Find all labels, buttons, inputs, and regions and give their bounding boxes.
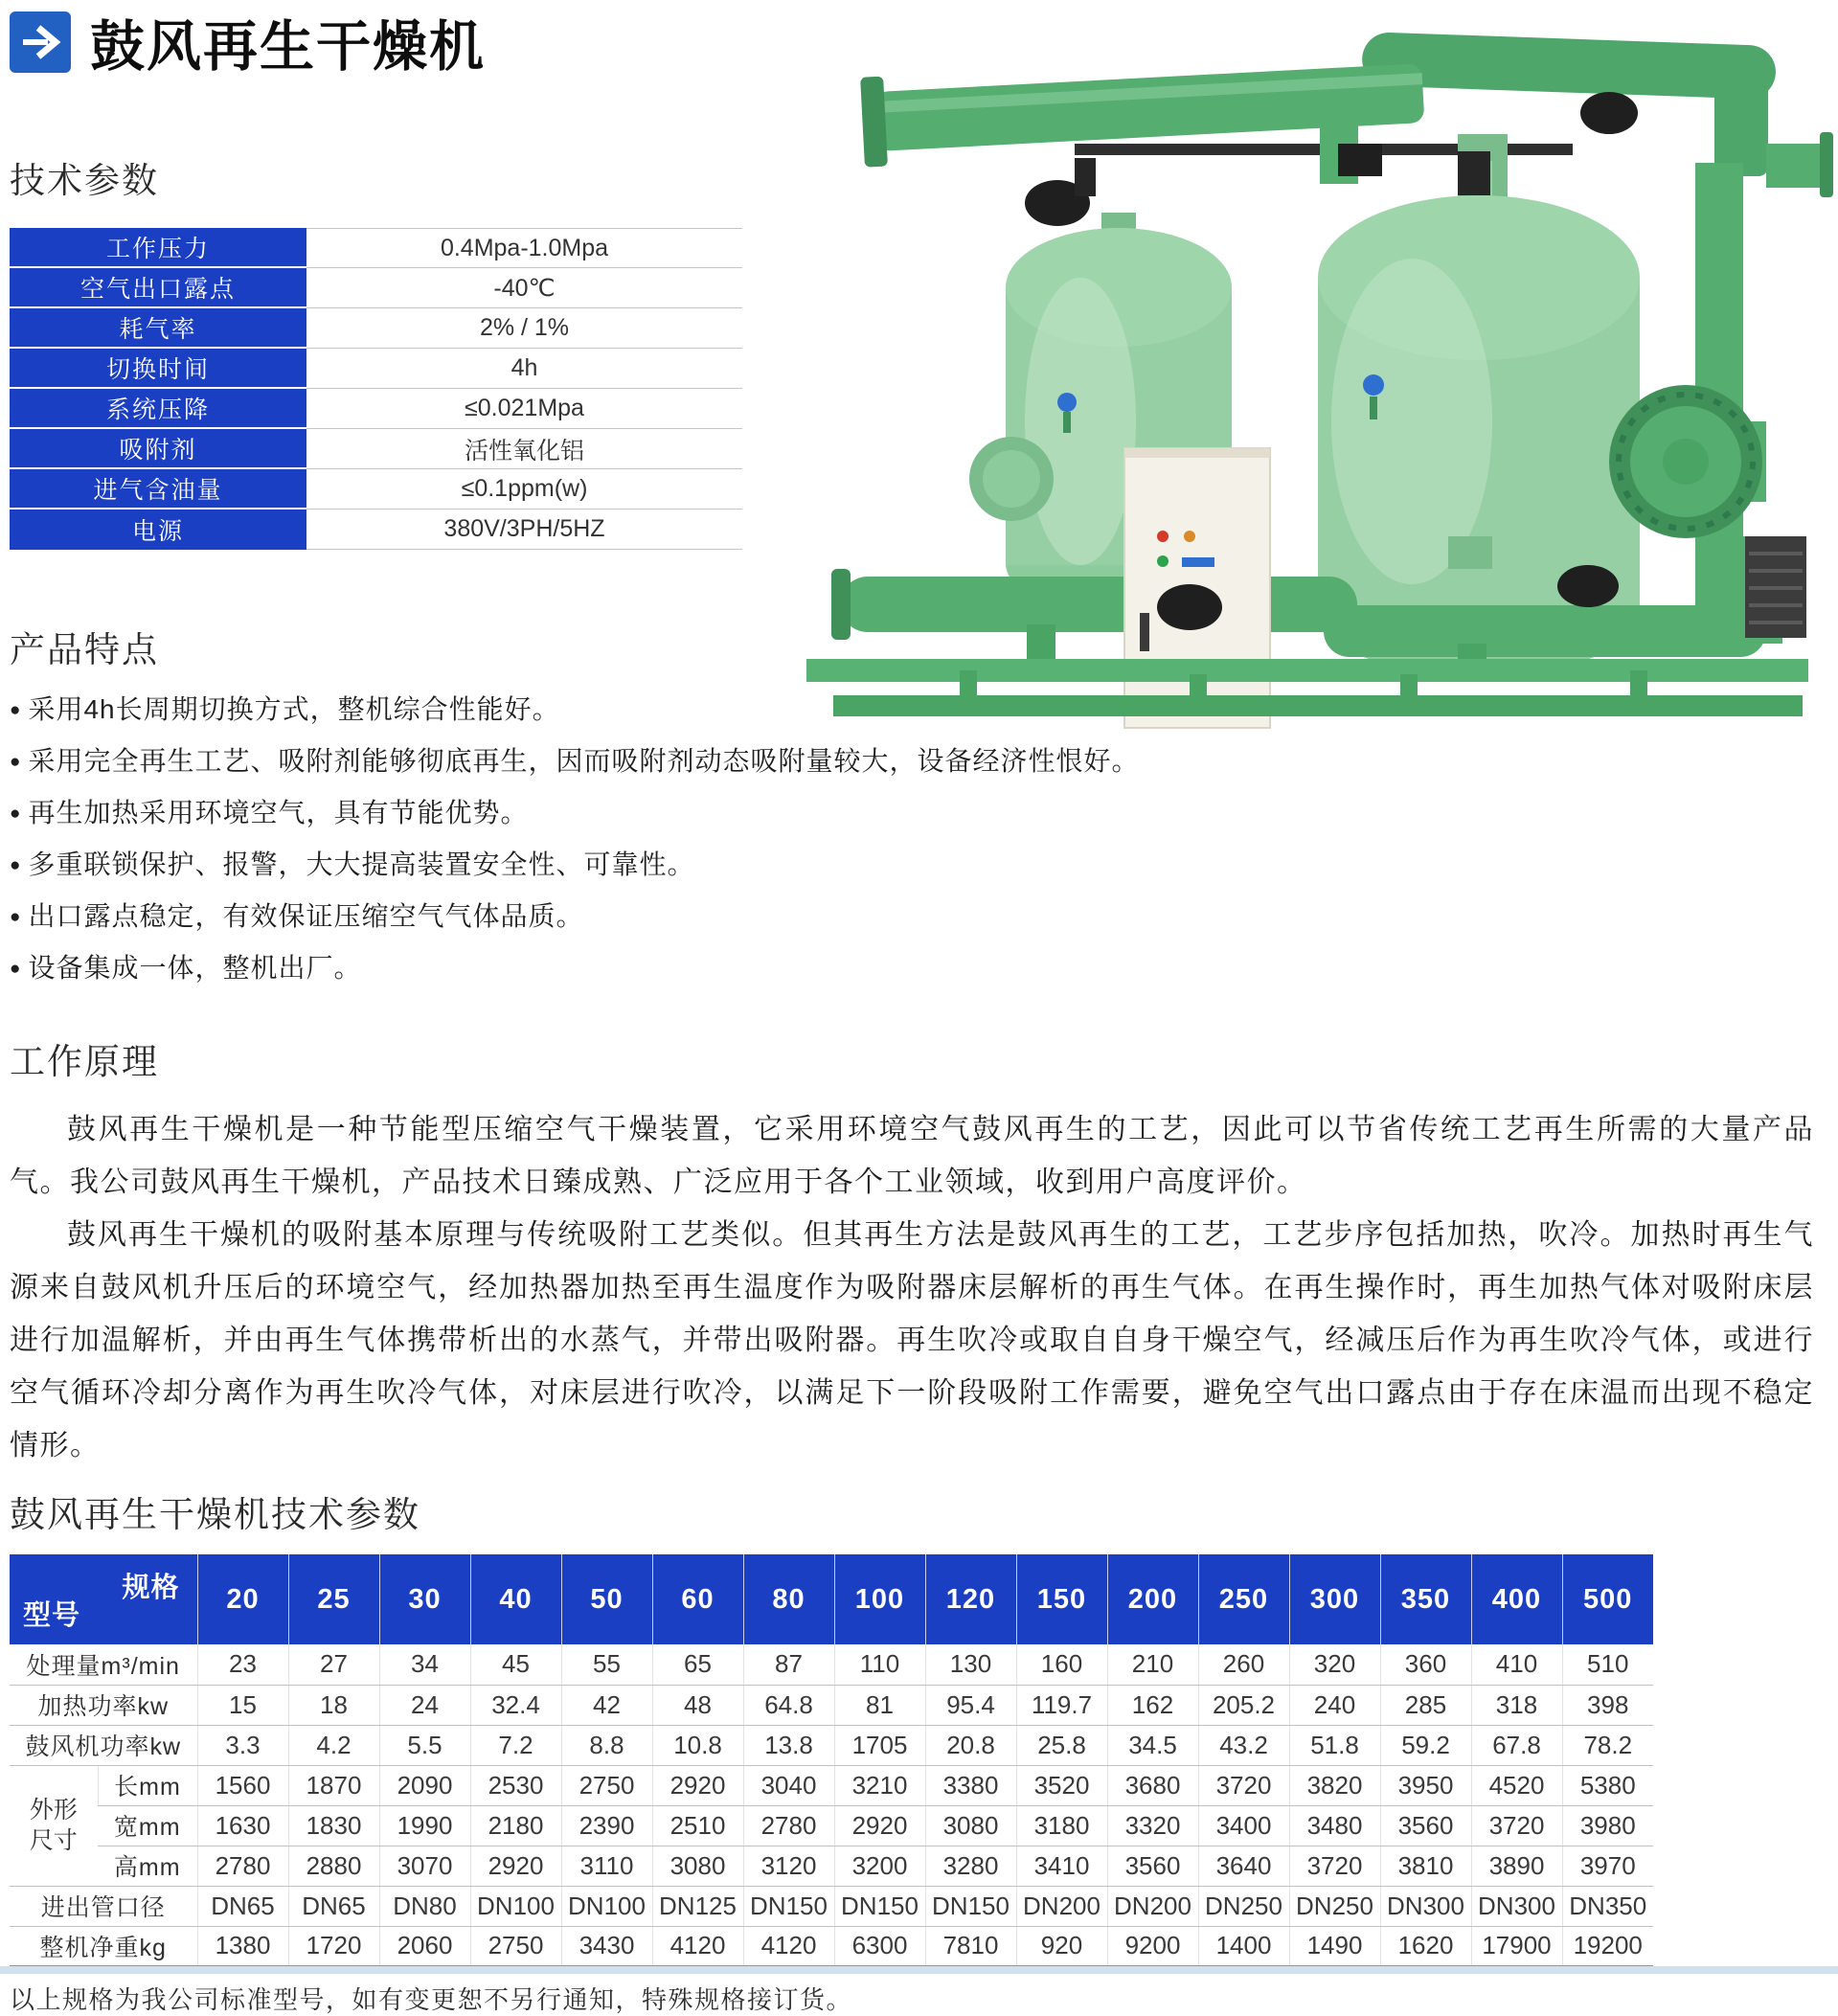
param-row — [10, 389, 742, 429]
param-value: ≤0.021Mpa — [306, 389, 742, 429]
spec-cell: 285 — [1380, 1685, 1471, 1725]
spec-row-label: 宽mm — [98, 1805, 197, 1846]
features-heading: 产品特点 — [10, 630, 159, 669]
spec-cell: 3210 — [834, 1765, 925, 1805]
spec-cell: 8.8 — [561, 1725, 652, 1765]
spec-cell: 2060 — [379, 1926, 470, 1966]
spec-cell: 18 — [288, 1685, 379, 1725]
spec-cell: 410 — [1471, 1644, 1562, 1685]
spec-cell: 3970 — [1562, 1846, 1653, 1886]
bullet-icon: ● — [10, 959, 22, 979]
spec-cell: 2920 — [470, 1846, 561, 1886]
principle-body — [10, 1103, 1814, 1472]
spec-cell: 3280 — [925, 1846, 1016, 1886]
spec-cell: 4520 — [1471, 1765, 1562, 1805]
spec-cell: 2920 — [652, 1765, 743, 1805]
spec-cell: 55 — [561, 1644, 652, 1685]
spec-cell: 510 — [1562, 1644, 1653, 1685]
spec-cell: 78.2 — [1562, 1725, 1653, 1765]
param-value: 0.4Mpa-1.0Mpa — [306, 228, 742, 268]
spec-cell: 3950 — [1380, 1765, 1471, 1805]
param-row — [10, 349, 742, 389]
spec-cell: 2090 — [379, 1765, 470, 1805]
param-value: 活性氧化铝 — [306, 429, 742, 469]
spec-cell: 7810 — [925, 1926, 1016, 1966]
spec-row-label: 处理量m³/min — [10, 1644, 197, 1685]
spec-cell: DN200 — [1016, 1886, 1107, 1926]
spec-cell: 3810 — [1380, 1846, 1471, 1886]
param-value: -40℃ — [306, 268, 742, 308]
spec-cell: 95.4 — [925, 1685, 1016, 1725]
spec-cell: 3720 — [1198, 1765, 1289, 1805]
spec-cell: 162 — [1107, 1685, 1198, 1725]
footer-note: 以上规格为我公司标准型号，如有变更恕不另行通知，特殊规格接订货。 — [10, 1985, 853, 2014]
param-label: 吸附剂 — [10, 429, 306, 469]
spec-cell: 3480 — [1289, 1805, 1380, 1846]
spec-cell: DN350 — [1562, 1886, 1653, 1926]
spec-model-header: 60 — [652, 1554, 743, 1644]
spec-cell: 4120 — [652, 1926, 743, 1966]
param-row — [10, 510, 742, 550]
spec-cell: 3080 — [652, 1846, 743, 1886]
spec-cell: 1990 — [379, 1805, 470, 1846]
spec-group-label: 外形 尺寸 — [10, 1765, 98, 1886]
bullet-icon: ● — [10, 907, 22, 927]
spec-cell: 2780 — [197, 1846, 288, 1886]
spec-cell: 3080 — [925, 1805, 1016, 1846]
feature-text: 采用完全再生工艺、吸附剂能够彻底再生，因而吸附剂动态吸附量较大，设备经济性恨好。 — [28, 746, 1140, 776]
param-label: 电源 — [10, 510, 306, 550]
principle-paragraph: 鼓风再生干燥机是一种节能型压缩空气干燥装置，它采用环境空气鼓风再生的工艺，因此可以节省传统工艺再生所需的大量产品气。我公司鼓风再生干燥机，产品技术日臻成熟、广泛应用于各个工业领域，收到用户高度评价。 — [10, 1114, 1814, 1198]
spec-cell: DN200 — [1107, 1886, 1198, 1926]
spec-cell: 45 — [470, 1644, 561, 1685]
principle-heading: 工作原理 — [10, 1042, 159, 1081]
spec-row-label: 整机净重kg — [10, 1926, 197, 1966]
right-arrow-icon — [10, 11, 71, 73]
spec-cell: 320 — [1289, 1644, 1380, 1685]
spec-cell: 3720 — [1471, 1805, 1562, 1846]
spec-cell: 27 — [288, 1644, 379, 1685]
page-bottom-strip — [0, 1966, 1838, 1974]
spec-cell: 81 — [834, 1685, 925, 1725]
param-row — [10, 228, 742, 268]
spec-cell: DN150 — [834, 1886, 925, 1926]
spec-cell: 3560 — [1107, 1846, 1198, 1886]
spec-cell: 205.2 — [1198, 1685, 1289, 1725]
spec-cell: DN65 — [197, 1886, 288, 1926]
spec-cell: 3180 — [1016, 1805, 1107, 1846]
spec-row-label: 长mm — [98, 1765, 197, 1805]
spec-cell: 3040 — [743, 1765, 834, 1805]
feature-item — [10, 745, 1504, 781]
spec-model-header: 25 — [288, 1554, 379, 1644]
spec-cell: 2750 — [561, 1765, 652, 1805]
param-label: 耗气率 — [10, 308, 306, 349]
spec-cell: 2390 — [561, 1805, 652, 1846]
spec-cell: 3120 — [743, 1846, 834, 1886]
spec-model-header: 120 — [925, 1554, 1016, 1644]
spec-cell: 1560 — [197, 1765, 288, 1805]
feature-item — [10, 952, 1504, 988]
spec-cell: 1705 — [834, 1725, 925, 1765]
principle-paragraph: 鼓风再生干燥机的吸附基本原理与传统吸附工艺类似。但其再生方法是鼓风再生的工艺，工艺步序包括加热，吹冷。加热时再生气源来自鼓风机升压后的环境空气，经加热器加热至再生温度作为吸附器床层解析的再生气体。在再生操作时，再生加热气体对吸附床层进行加温解析，并由再生气体携带析出的水蒸气，并带出吸附器。再生吹冷或取自自身干燥空气，经减压后作为再生吹冷气体，或进行空气循环冷却分离作为再生吹冷气体，对床层进行吹冷，以满足下一阶段吸附工作需要，避免空气出口露点由于存在床温而出现不稳定情形。 — [10, 1219, 1814, 1461]
spec-cell: 3890 — [1471, 1846, 1562, 1886]
param-label: 空气出口露点 — [10, 268, 306, 308]
spec-model-header: 50 — [561, 1554, 652, 1644]
spec-cell: 3200 — [834, 1846, 925, 1886]
param-value: ≤0.1ppm(w) — [306, 469, 742, 510]
spec-cell: 110 — [834, 1644, 925, 1685]
spec-cell: 59.2 — [1380, 1725, 1471, 1765]
spec-cell: 1400 — [1198, 1926, 1289, 1966]
param-row — [10, 429, 742, 469]
spec-cell: 65 — [652, 1644, 743, 1685]
spec-cell: 23 — [197, 1644, 288, 1685]
spec-cell: 3430 — [561, 1926, 652, 1966]
spec-cell: 32.4 — [470, 1685, 561, 1725]
spec-cell: DN100 — [470, 1886, 561, 1926]
spec-row-label: 进出管口径 — [10, 1886, 197, 1926]
spec-cell: 130 — [925, 1644, 1016, 1685]
spec-cell: 1380 — [197, 1926, 288, 1966]
spec-cell: 2920 — [834, 1805, 925, 1846]
bullet-icon: ● — [10, 804, 22, 824]
spec-cell: 64.8 — [743, 1685, 834, 1725]
spec-table-heading: 鼓风再生干燥机技术参数 — [10, 1495, 420, 1534]
feature-item — [10, 900, 1504, 937]
spec-cell: 3640 — [1198, 1846, 1289, 1886]
spec-model-header: 400 — [1471, 1554, 1562, 1644]
spec-cell: 15 — [197, 1685, 288, 1725]
spec-cell: 3380 — [925, 1765, 1016, 1805]
spec-row — [10, 1926, 1653, 1966]
spec-row — [10, 1644, 1653, 1685]
spec-cell: 318 — [1471, 1685, 1562, 1725]
spec-cell: 3720 — [1289, 1846, 1380, 1886]
spec-cell: 17900 — [1471, 1926, 1562, 1966]
spec-corner-cell — [10, 1554, 197, 1644]
bullet-icon: ● — [10, 700, 22, 720]
spec-cell: 42 — [561, 1685, 652, 1725]
spec-cell: 360 — [1380, 1644, 1471, 1685]
spec-cell: 3980 — [1562, 1805, 1653, 1846]
spec-row — [10, 1765, 1653, 1805]
spec-cell: DN250 — [1198, 1886, 1289, 1926]
spec-cell: 260 — [1198, 1644, 1289, 1685]
param-label: 工作压力 — [10, 228, 306, 268]
page-title: 鼓风再生干燥机 — [90, 16, 486, 78]
param-row — [10, 308, 742, 349]
tech-params-heading: 技术参数 — [10, 161, 159, 200]
spec-cell: 5380 — [1562, 1765, 1653, 1805]
spec-cell: 3410 — [1016, 1846, 1107, 1886]
spec-cell: DN80 — [379, 1886, 470, 1926]
spec-row-label: 加热功率kw — [10, 1685, 197, 1725]
spec-cell: 3.3 — [197, 1725, 288, 1765]
spec-cell: 210 — [1107, 1644, 1198, 1685]
spec-row — [10, 1886, 1653, 1926]
spec-model-header: 300 — [1289, 1554, 1380, 1644]
feature-text: 再生加热采用环境空气，具有节能优势。 — [28, 798, 529, 827]
spec-cell: 1870 — [288, 1765, 379, 1805]
spec-cell: 920 — [1016, 1926, 1107, 1966]
spec-model-header: 250 — [1198, 1554, 1289, 1644]
feature-item — [10, 797, 1504, 833]
spec-cell: 2510 — [652, 1805, 743, 1846]
spec-cell: 160 — [1016, 1644, 1107, 1685]
spec-model-header: 20 — [197, 1554, 288, 1644]
spec-cell: 20.8 — [925, 1725, 1016, 1765]
spec-cell: 1830 — [288, 1805, 379, 1846]
spec-cell: 2530 — [470, 1765, 561, 1805]
spec-cell: 10.8 — [652, 1725, 743, 1765]
param-value: 4h — [306, 349, 742, 389]
spec-cell: 3560 — [1380, 1805, 1471, 1846]
base-frame — [806, 659, 1808, 716]
feature-text: 设备集成一体，整机出厂。 — [28, 953, 362, 983]
spec-cell: 3400 — [1198, 1805, 1289, 1846]
spec-cell: 3820 — [1289, 1765, 1380, 1805]
param-label: 进气含油量 — [10, 469, 306, 510]
spec-row — [10, 1805, 1653, 1846]
spec-cell: 67.8 — [1471, 1725, 1562, 1765]
spec-cell: 1720 — [288, 1926, 379, 1966]
spec-model-header: 100 — [834, 1554, 925, 1644]
spec-model-header: 500 — [1562, 1554, 1653, 1644]
spec-cell: DN125 — [652, 1886, 743, 1926]
spec-cell: 24 — [379, 1685, 470, 1725]
spec-cell: 6300 — [834, 1926, 925, 1966]
spec-model-header: 350 — [1380, 1554, 1471, 1644]
spec-cell: 34.5 — [1107, 1725, 1198, 1765]
spec-cell: 13.8 — [743, 1725, 834, 1765]
spec-cell: 3680 — [1107, 1765, 1198, 1805]
spec-cell: DN250 — [1289, 1886, 1380, 1926]
spec-row — [10, 1725, 1653, 1765]
param-row — [10, 268, 742, 308]
param-value: 2% / 1% — [306, 308, 742, 349]
spec-table — [10, 1554, 1653, 1967]
feature-item — [10, 849, 1504, 885]
feature-text: 出口露点稳定，有效保证压缩空气气体品质。 — [28, 901, 584, 931]
spec-cell: 87 — [743, 1644, 834, 1685]
feature-text: 多重联锁保护、报警，大大提高装置安全性、可靠性。 — [28, 849, 695, 879]
spec-cell: 2780 — [743, 1805, 834, 1846]
spec-cell: 1620 — [1380, 1926, 1471, 1966]
spec-cell: 19200 — [1562, 1926, 1653, 1966]
spec-cell: DN65 — [288, 1886, 379, 1926]
spec-cell: 3320 — [1107, 1805, 1198, 1846]
spec-cell: 4.2 — [288, 1725, 379, 1765]
spec-corner-bottom: 型号 — [23, 1600, 81, 1631]
param-value: 380V/3PH/5HZ — [306, 510, 742, 550]
spec-cell: 7.2 — [470, 1725, 561, 1765]
spec-model-header: 200 — [1107, 1554, 1198, 1644]
bullet-icon: ● — [10, 752, 22, 772]
spec-cell: DN300 — [1380, 1886, 1471, 1926]
spec-row — [10, 1685, 1653, 1725]
spec-cell: 48 — [652, 1685, 743, 1725]
spec-cell: 240 — [1289, 1685, 1380, 1725]
spec-cell: 34 — [379, 1644, 470, 1685]
spec-cell: 43.2 — [1198, 1725, 1289, 1765]
spec-model-header: 80 — [743, 1554, 834, 1644]
spec-row-label: 鼓风机功率kw — [10, 1725, 197, 1765]
spec-row-label: 高mm — [98, 1846, 197, 1886]
spec-cell: 119.7 — [1016, 1685, 1107, 1725]
tech-params-table — [10, 228, 742, 550]
spec-model-header: 150 — [1016, 1554, 1107, 1644]
param-label: 系统压降 — [10, 389, 306, 429]
spec-cell: 51.8 — [1289, 1725, 1380, 1765]
spec-corner-top: 规格 — [122, 1573, 180, 1603]
spec-cell: 1490 — [1289, 1926, 1380, 1966]
spec-model-header: 30 — [379, 1554, 470, 1644]
spec-cell: 4120 — [743, 1926, 834, 1966]
spec-cell: 25.8 — [1016, 1725, 1107, 1765]
spec-cell: 3520 — [1016, 1765, 1107, 1805]
spec-cell: 5.5 — [379, 1725, 470, 1765]
product-photo — [787, 0, 1837, 739]
spec-cell: 2750 — [470, 1926, 561, 1966]
param-row — [10, 469, 742, 510]
spec-cell: 3070 — [379, 1846, 470, 1886]
spec-row — [10, 1846, 1653, 1886]
bullet-icon: ● — [10, 855, 22, 875]
spec-cell: DN150 — [925, 1886, 1016, 1926]
spec-cell: 1630 — [197, 1805, 288, 1846]
spec-cell: DN150 — [743, 1886, 834, 1926]
spec-cell: DN300 — [1471, 1886, 1562, 1926]
spec-cell: 398 — [1562, 1685, 1653, 1725]
spec-cell: 9200 — [1107, 1926, 1198, 1966]
param-label: 切换时间 — [10, 349, 306, 389]
heater-box — [1745, 536, 1806, 638]
spec-cell: 2880 — [288, 1846, 379, 1886]
feature-text: 采用4h长周期切换方式，整机综合性能好。 — [28, 694, 560, 724]
spec-cell: 3110 — [561, 1846, 652, 1886]
spec-cell: 2180 — [470, 1805, 561, 1846]
spec-model-header: 40 — [470, 1554, 561, 1644]
spec-cell: DN100 — [561, 1886, 652, 1926]
